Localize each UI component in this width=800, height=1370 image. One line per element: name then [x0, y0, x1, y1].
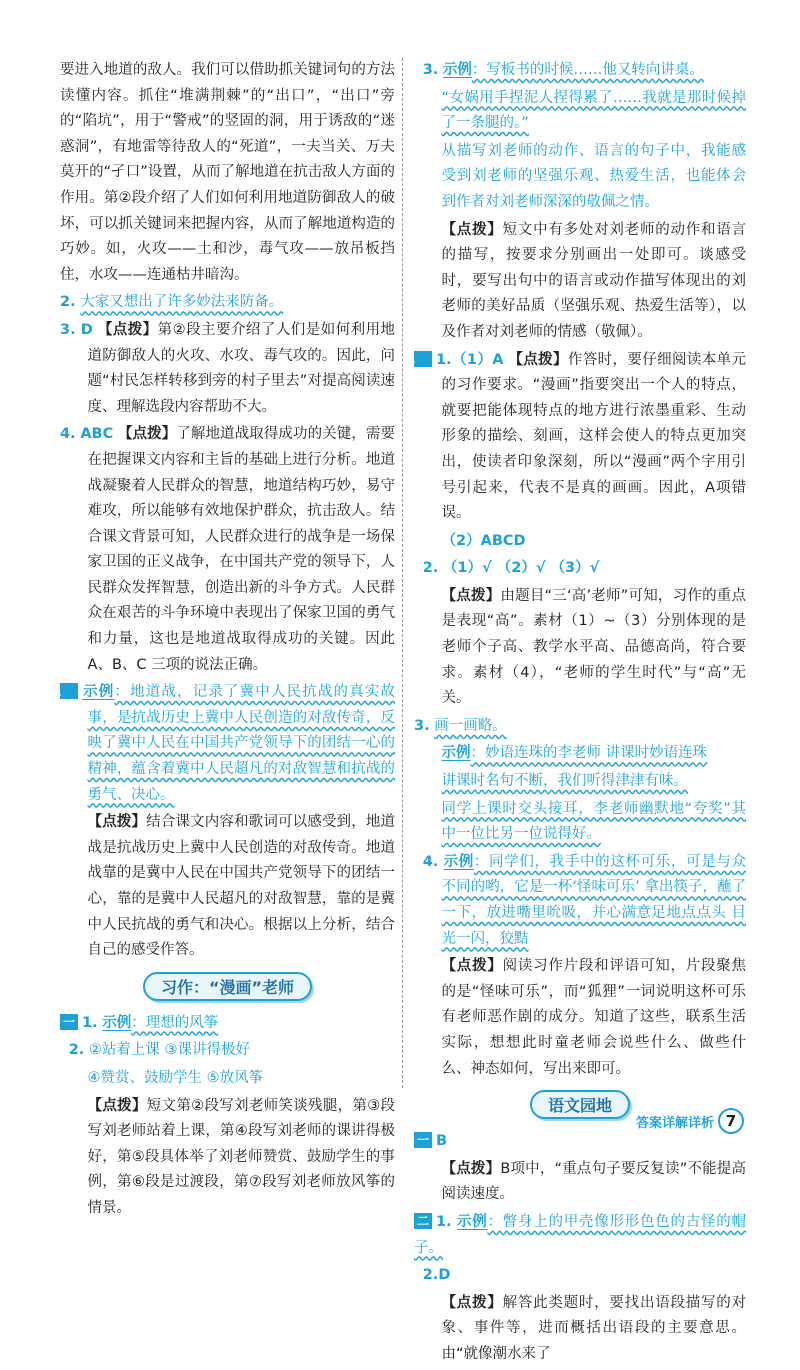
section-2-answer-3: 3. 画一画略。: [414, 717, 507, 734]
section-2-answer-2-tip: 【点拨】由题目“三‘高’老师”可知，习作的重点是表现“高”。素材（1）~（3）分别体现的是老师个子高、教学水平高、品德高尚，符合要求。素材（4），“老师的学生时代”与“高”无关。: [441, 587, 746, 707]
right-answer-3-answer: 从描写刘老师的动作、语言的句子中，我能感受到刘老师的坚强乐观、热爱生活，也能体会到作者对刘老师深深的敬佩之情。: [441, 142, 746, 210]
left-column: [49, 58, 396, 1224]
right-answer-3: 3. 示例：写板书的时候……他又转向讲桌。: [422, 62, 704, 78]
section-2-answer-3-line3: 同学上课时交头接耳，李老师幽默地“夸奖”其中一位比另一位说得好。: [441, 800, 746, 843]
right-answer-3-quote: “女娲用手捏泥人捏得累了……我就是那时候掉了一条腿的。”: [441, 89, 746, 132]
answer-4: 4. ABC 【点拨】了解地道战取得成功的关键，需要在把握课文内容和主旨的基础上进行分析。地道战凝聚着人民群众的智慧，地道结构巧妙，易守难攻，所以能够有效地保护群众，抗击敌人。结合课文背景可知，人民群众进行的战争是一场保家卫国的正义战争，在中国共产党的领导下，人民群众发挥智慧，创造出新的斗争方式。人民群众在艰苦的斗争环境中表现出了保家卫国的勇气和力量，这也是地道战取得成功的关键。因此 A、B、C 三项的说法正确。: [60, 426, 396, 673]
section-2-answer-3-example: 示例：妙语连珠的李老师 讲课时妙语连珠: [441, 745, 708, 762]
writing-answer-2-tip: 【点拨】短文第②段写刘老师笑谈残腿，第③段写刘老师站着上课，第④段写刘老师的课讲得极好，第⑤段具体举了刘老师赞赏、鼓励学生的事例，第⑥段是过渡段，第⑦段写刘老师放风筝的情景。: [87, 1097, 396, 1216]
garden-answer-3: 2.D: [422, 1267, 451, 1284]
section-2-answer-2: 2. （1）√ （2）√ （3）√: [422, 560, 600, 577]
answer-2: 2. 大家又想出了许多妙法来防备。: [60, 294, 284, 311]
garden-answer-1: 一 B: [414, 1129, 746, 1155]
section-badge: 二: [414, 1213, 432, 1229]
footer-label: 答案详解详析: [635, 1115, 714, 1131]
section-2-answer-4: 4. 示例：同学们，我手中的这杯可乐，可是与众不同的哟，它是一杯‘怪味可乐’ 拿出筷子，蘸了一下，放进嘴里吮吸，并心满意足地点点头 目光一闪，狡黠: [422, 853, 747, 947]
garden-answer-2: 二 1. 示例：瞥身上的甲壳像形形色色的古怪的帽子。: [414, 1213, 747, 1256]
garden-answer-1-tip: 【点拨】B项中，“重点句子要反复读”不能提高阅读速度。: [441, 1160, 746, 1203]
section-badge: 五: [60, 683, 78, 699]
section-badge: 一: [60, 1014, 78, 1030]
right-column: [403, 58, 747, 1370]
section-banner-writing: 习作：“漫画”老师: [60, 972, 395, 1001]
right-answer-3-tip: 【点拨】短文中有多处对刘老师的动作和语言的描写，按要求分别画出一处即可。谈感受时，要写出句中的语言或动作描写体现出的刘老师的美好品质（坚强乐观、热爱生活等），以及作者对刘老师的情感（敬佩）。: [441, 221, 747, 340]
writing-answer-1: 一 1. 示例：理想的风筝: [60, 1011, 395, 1037]
section-2-answer-4-tip: 【点拨】阅读习作片段和评语可知，片段聚焦的是“怪味可乐”，而“狐狸”一词说明这杯可乐有老师恶作剧的成分。知道了这些，联系生活实际，想想此时童老师会说些什么、做些什么、神态如何，写出来即可。: [441, 958, 747, 1077]
column-divider: [402, 58, 403, 1088]
garden-answer-3-tip: 【点拨】解答此类题时，要找出语段描写的对象、事件等，进而概括出语段的主要意思。由“就像潮水来了: [441, 1294, 747, 1362]
section-badge: 一: [414, 1132, 432, 1148]
writing-answer-2-line2: ④赞赏、鼓励学生 ⑤放风筝: [87, 1069, 264, 1086]
intro-paragraph: 要进入地道的敌人。我们可以借助抓关键词句的方法读懂内容。抓住“堆满荆棘”的“出口”，“出口”旁的“陷坑”，用于“警戒”的竖固的洞，用于诱敌的“迷惑洞”，有地雷等待敌人的“死道”，一夫当关、万夫莫开的“孑口”设置，从而了解地道在抗击敌人方面的作用。第②段介绍了人们如何利用地道防御敌人的破坏，可以抓关键词来把握内容，从而了解地道构造的巧妙。如，火攻——土和沙，毒气攻——放吊板挡住，水攻——连通枯井暗沟。: [60, 62, 395, 283]
section-2-answer-1-sub2: （2）ABCD: [441, 532, 526, 549]
section-2-answer-1: 二 1.（1）A 【点拨】作答时，要仔细阅读本单元的习作要求。“漫画”指要突出一个人的特点，就要把能体现特点的地方进行浓墨重彩、生动形象的描绘、刻画，这样会使人的特点更加突出，使读者印象深刻，所以“漫画”两个字用引号引起来，代表不是真的画画。因此，A项错误。: [403, 351, 747, 522]
answer-3: 3. D 【点拨】第②段主要介绍了人们是如何利用地道防御敌人的火攻、水攻、毒气攻的。因此，问题“村民怎样转移到旁的村子里去”对提高阅读速度、理解选段内容帮助不大。: [60, 321, 396, 415]
writing-answer-2: 2. ②站着上课 ③课讲得极好: [68, 1042, 251, 1059]
section-badge: 二: [414, 351, 432, 367]
section-2-answer-3-line2: 讲课时名句不断，我们听得津津有味。: [441, 773, 689, 790]
section-banner-garden: 语文园地: [414, 1090, 746, 1119]
section-5-tip: 【点拨】结合课文内容和歌词可以感受到，地道战是抗战历史上冀中人民创造的对敌传奇。地道战靠的是冀中人民在中国共产党领导下的团结一心，靠的是冀中人民超凡的对敌智慧，靠的是冀中人民抗战的勇气和决心。根据以上分析，结合自己的感受作答。: [87, 814, 396, 959]
section-5-example: 五 示例：地道战，记录了冀中人民抗战的真实故事，是抗战历史上冀中人民创造的对敌传奇，反映了冀中人民在中国共产党领导下的团结一心的精神，蕴含着冀中人民超凡的对敌智慧和抗战的勇气、决心。: [49, 684, 396, 803]
page-footer: [636, 1108, 744, 1134]
page-number: 7: [718, 1108, 744, 1134]
